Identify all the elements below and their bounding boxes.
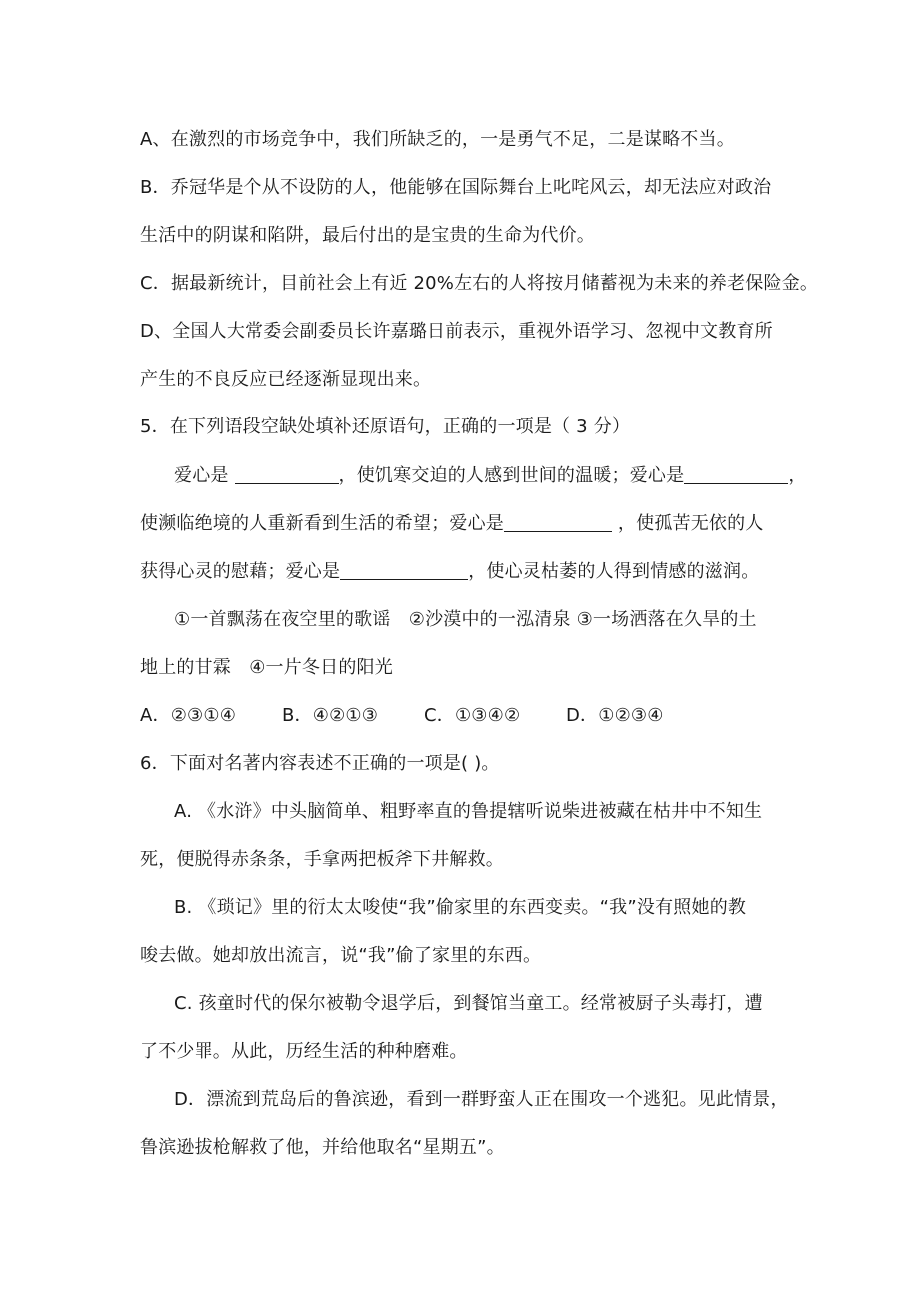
- q6-option-b-line2: 唆去做。她却放出流言，说“我”偷了家里的东西。: [140, 945, 542, 966]
- q6-option-d-line1: D．漂流到荒岛后的鲁滨逊，看到一群野蛮人正在围攻一个逃犯。见此情景，: [174, 1089, 789, 1110]
- q6-option-a-line2: 死，便脱得赤条条，手拿两把板斧下井解救。: [140, 849, 504, 870]
- q4-option-d-line2: 产生的不良反应已经逐渐显现出来。: [140, 369, 432, 390]
- q6-option-b-line1: B. 《琐记》里的衍太太唆使“我”偷家里的东西变卖。“我”没有照她的教: [174, 897, 747, 918]
- q4-option-b-line2: 生活中的阴谋和陷阱，最后付出的是宝贵的生命为代价。: [140, 225, 595, 246]
- fill-blank-1: [235, 465, 339, 484]
- passage-text: ，: [788, 465, 807, 486]
- q5-passage-line2: [140, 511, 764, 537]
- q4-option-d-line1: D、全国人大常委会副委员长许嘉璐日前表示，重视外语学习、忽视中文教育所: [140, 321, 773, 342]
- q4-option-b-line1: B．乔冠华是个从不设防的人，他能够在国际舞台上叱咤风云，却无法应对政治: [140, 177, 772, 198]
- q5-items-line2: 地上的甘霖 ④一片冬日的阳光: [140, 657, 393, 678]
- q5-options: [140, 703, 664, 729]
- passage-text: 爱心是: [174, 465, 235, 486]
- passage-text: ，使孤苦无依的人: [612, 513, 764, 534]
- q6-option-d-line2: 鲁滨逊拔枪解救了他，并给他取名“星期五”。: [140, 1137, 505, 1158]
- q5-option-b: B．④②①③: [282, 705, 379, 726]
- q6-option-a-line1: A. 《水浒》中头脑简单、粗野率直的鲁提辖听说柴进被藏在枯井中不知生: [174, 801, 763, 822]
- q4-option-c: C．据最新统计，目前社会上有近 20%左右的人将按月储蓄视为未来的养老保险金。: [140, 273, 819, 294]
- q4-option-a: A、在激烈的市场竞争中，我们所缺乏的，一是勇气不足，二是谋略不当。: [140, 129, 735, 150]
- fill-blank-2: [684, 465, 788, 484]
- q5-stem: 5．在下列语段空缺处填补还原语句，正确的一项是（ 3 分）: [140, 416, 631, 437]
- passage-text: ，使饥寒交迫的人感到世间的温暖；爱心是: [338, 465, 685, 486]
- passage-text: ，使心灵枯萎的人得到情感的滋润。: [468, 561, 760, 582]
- q6-option-c-line2: 了不少罪。从此，历经生活的种种磨难。: [140, 1041, 468, 1062]
- q5-option-d: D．①②③④: [566, 705, 664, 726]
- q6-stem: 6．下面对名著内容表述不正确的一项是( )。: [140, 753, 500, 774]
- q6-option-c-line1: C. 孩童时代的保尔被勒令退学后，到餐馆当童工。经常被厨子头毒打，遭: [174, 993, 763, 1014]
- fill-blank-4: [340, 561, 468, 580]
- q5-option-c: C．①③④②: [424, 705, 521, 726]
- q5-option-a: A．②③①④: [140, 705, 237, 726]
- q5-items-line1: ①一首飘荡在夜空里的歌谣 ②沙漠中的一泓清泉 ③一场洒落在久旱的土: [174, 609, 757, 630]
- passage-text: 使濒临绝境的人重新看到生活的希望；爱心是: [140, 513, 504, 534]
- passage-text: 获得心灵的慰藉；爱心是: [140, 561, 341, 582]
- q5-passage-line1: [174, 463, 807, 489]
- q5-passage-line3: [140, 559, 759, 585]
- fill-blank-3: [504, 513, 612, 532]
